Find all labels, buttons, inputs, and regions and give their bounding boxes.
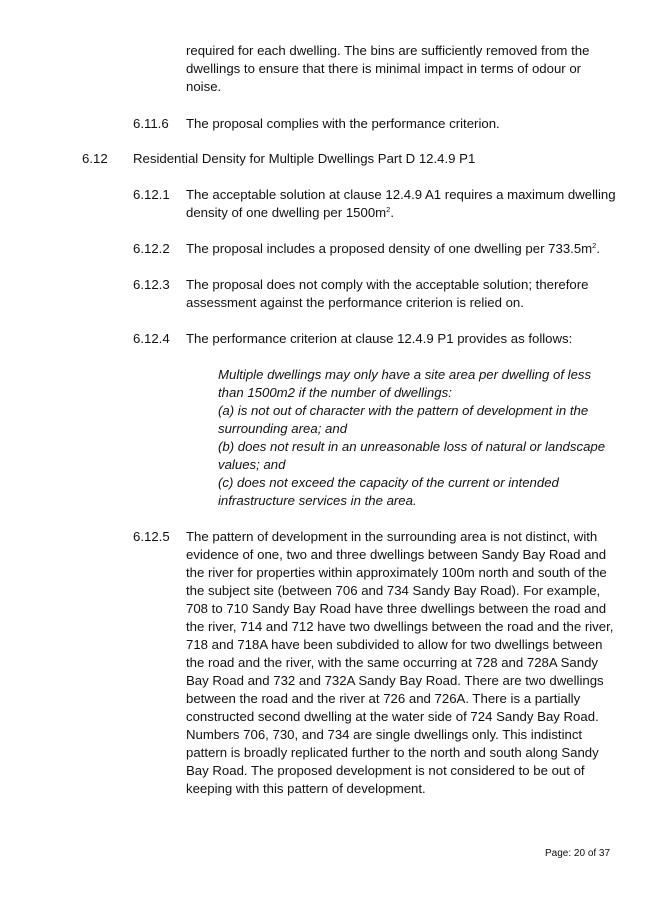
- text-line: The performance criterion at clause 12.4.9 P1 provides as follows:: [186, 331, 573, 346]
- text-line: dwellings to ensure that there is minimal impact in terms of odour or: [186, 61, 582, 76]
- text-line: The acceptable solution at clause 12.4.9 A1 requires a maximum dwelling: [186, 187, 616, 202]
- paragraph-number: 6.11.6: [133, 116, 169, 131]
- quote-line: (c) does not exceed the capacity of the current or intended: [218, 475, 559, 490]
- quote-line: (b) does not result in an unreasonable loss of natural or landscape: [218, 439, 606, 454]
- text-line: assessment against the performance criterion is relied on.: [186, 295, 524, 310]
- text-segment: .: [390, 205, 394, 220]
- text-line: the subject site (between 706 and 734 Sandy Bay Road). For example,: [186, 583, 601, 598]
- quote-line: (a) is not out of character with the pattern of development in the: [218, 403, 589, 418]
- text-line: [186, 204, 394, 222]
- paragraph-number: 6.12.1: [133, 187, 170, 202]
- text-line: The proposal complies with the performance criterion.: [186, 116, 500, 131]
- superscript: 2: [592, 241, 597, 250]
- text-line: evidence of one, two and three dwellings between Sandy Bay Road and: [186, 547, 607, 562]
- paragraph-number: 6.12.2: [133, 241, 170, 256]
- paragraph-number: 6.12.5: [133, 529, 170, 544]
- paragraph-number: 6.12.4: [133, 331, 170, 346]
- text-line: The pattern of development in the surrounding area is not distinct, with: [186, 529, 598, 544]
- quote-line: surrounding area; and: [218, 421, 348, 436]
- text-line: the road and the river, with the same occurring at 728 and 728A Sandy: [186, 655, 599, 670]
- text-line: the river, 714 and 712 have two dwellings between the road and the river,: [186, 619, 614, 634]
- text-line: 708 to 710 Sandy Bay Road have three dwellings between the road and: [186, 601, 607, 616]
- page-number: Page: 20 of 37: [545, 848, 611, 859]
- text-line: [186, 240, 600, 258]
- text-line: Bay Road and 732 and 732A Sandy Bay Road. There are two dwellings: [186, 673, 604, 688]
- text-segment: .: [596, 241, 600, 256]
- paragraph-number: 6.12.3: [133, 277, 170, 292]
- text-line: Numbers 706, 730, and 734 are single dwellings only. This indistinct: [186, 727, 583, 742]
- quote-line: values; and: [218, 457, 286, 472]
- text-line: between the road and the river at 726 and 726A. There is a partially: [186, 691, 581, 706]
- text-line: constructed second dwelling at the water side of 724 Sandy Bay Road.: [186, 709, 599, 724]
- text-line: The proposal does not comply with the acceptable solution; therefore: [186, 277, 589, 292]
- superscript: 2: [386, 205, 391, 214]
- text-line: pattern is broadly replicated further to the north and south along Sandy: [186, 745, 599, 760]
- text-line: 718 and 718A have been subdivided to allow for two dwellings between: [186, 637, 603, 652]
- text-line: the river for properties within approximately 100m north and south of the: [186, 565, 607, 580]
- section-title: Residential Density for Multiple Dwellings Part D 12.4.9 P1: [133, 151, 476, 166]
- text-line: required for each dwelling. The bins are sufficiently removed from the: [186, 43, 590, 58]
- section-number: 6.12: [82, 151, 108, 166]
- text-segment: The proposal includes a proposed density of one dwelling per 733.5m: [186, 241, 593, 256]
- quote-line: infrastructure services in the area.: [218, 493, 417, 508]
- quote-line: Multiple dwellings may only have a site area per dwelling of less: [218, 367, 592, 382]
- text-segment: density of one dwelling per 1500m: [186, 205, 387, 220]
- text-line: noise.: [186, 79, 222, 94]
- quote-line: than 1500m2 if the number of dwellings:: [218, 385, 452, 400]
- text-line: Bay Road. The proposed development is not considered to be out of: [186, 763, 585, 778]
- text-line: keeping with this pattern of development.: [186, 781, 426, 796]
